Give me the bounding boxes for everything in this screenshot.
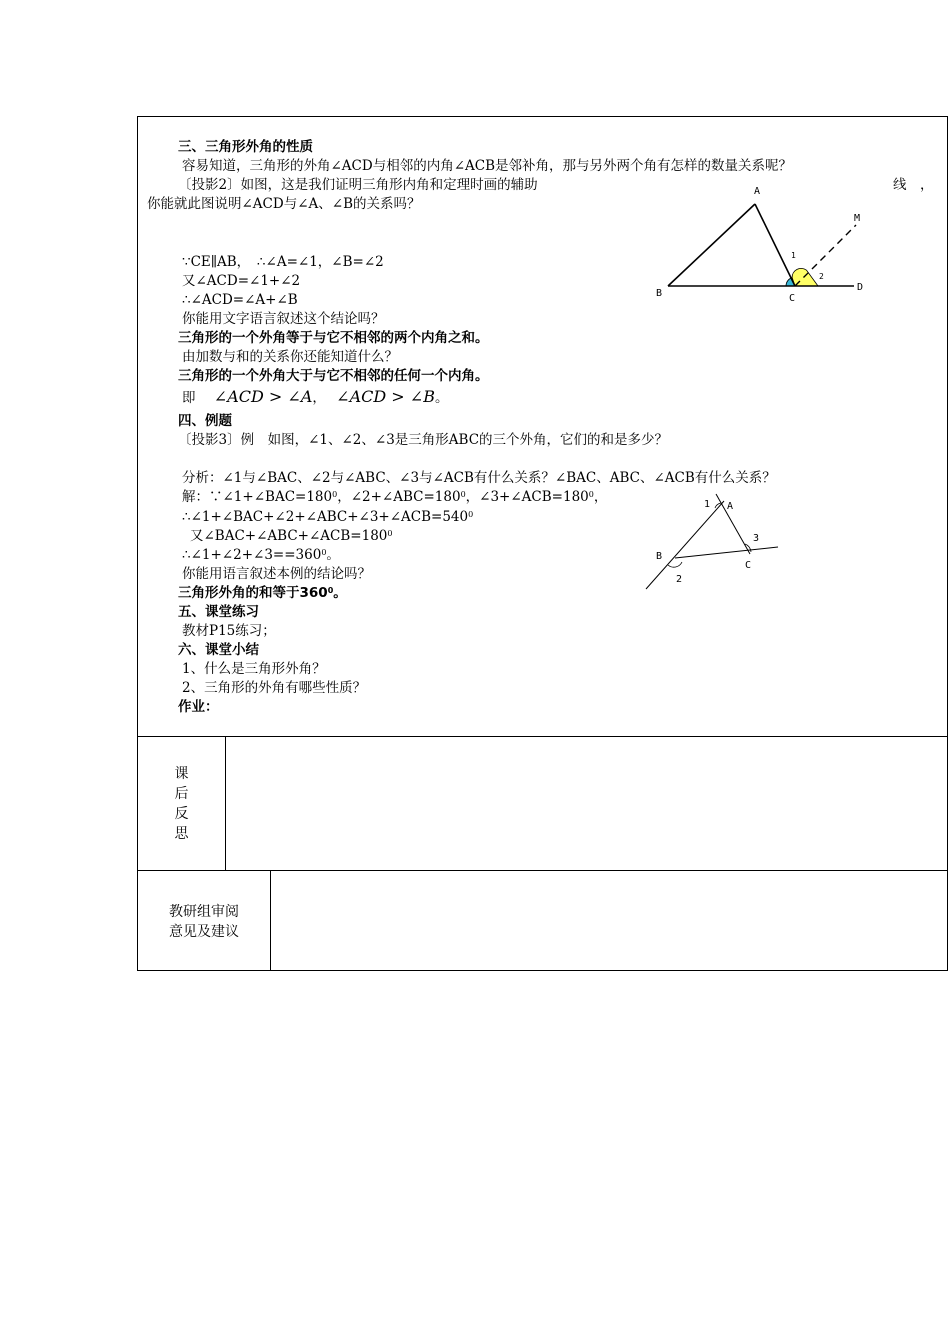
reflection-char: 后 bbox=[174, 786, 189, 802]
label-A: A bbox=[754, 186, 761, 197]
figure-three-exterior-angles bbox=[638, 489, 788, 599]
figure-exterior-angle bbox=[648, 179, 888, 309]
theorem-3-text: 三角形外角的和等于360 bbox=[178, 585, 328, 601]
degree-sup: 0 bbox=[387, 529, 393, 538]
solution-4: ∴∠1+∠2+∠3==360 bbox=[182, 547, 322, 563]
line-through-ab bbox=[646, 501, 724, 589]
label-B: B bbox=[656, 288, 663, 299]
degree-sup: 0 bbox=[332, 490, 338, 499]
label-angle-2: 2 bbox=[819, 272, 824, 281]
reflection-label bbox=[138, 764, 225, 844]
solution-line-1 bbox=[182, 488, 607, 506]
summary-question-1: 1、什么是三角形外角？ bbox=[182, 661, 326, 677]
section5-heading: 五、课堂练习 bbox=[178, 604, 259, 620]
theorem-2: 三角形的一个外角大于与它不相邻的任何一个内角。 bbox=[178, 368, 489, 384]
inequality-separator: ， bbox=[312, 390, 326, 406]
degree-sup: 0 bbox=[588, 490, 594, 499]
label-D: D bbox=[857, 282, 864, 293]
label-C: C bbox=[789, 293, 796, 304]
lesson-plan-table bbox=[137, 116, 948, 971]
degree-sup: 0 bbox=[468, 510, 474, 519]
solution-3: 又∠BAC+∠ABC+∠ACB=180 bbox=[190, 528, 388, 544]
review-content-cell[interactable] bbox=[271, 871, 948, 971]
reflection-char: 反 bbox=[174, 806, 189, 822]
analysis: 分析：∠1与∠BAC、∠2与∠ABC、∠3与∠ACB有什么关系？∠BAC、ABC、∠ACB有什么关系？ bbox=[182, 470, 776, 486]
question-2: 由加数与和的关系你还能知道什么？ bbox=[182, 349, 398, 365]
line-through-bc bbox=[675, 547, 778, 558]
section3-intro: 容易知道，三角形的外角∠ACD与相邻的内角∠ACB是邻补角，那与另外两个角有怎样的数量关系呢？ bbox=[182, 158, 793, 174]
homework-label: 作业： bbox=[178, 699, 219, 715]
theorem-3-end: 。 bbox=[333, 585, 347, 601]
section5-text: 教材P15练习； bbox=[182, 623, 276, 639]
inequality-prefix: 即 bbox=[182, 390, 196, 406]
example-3: 〔投影3〕例 如图，∠1、∠2、∠3是三角形ABC的三个外角，它们的和是多少？ bbox=[178, 432, 669, 448]
solution-1b: ，∠2+∠ABC=180 bbox=[337, 489, 461, 505]
segment-ab bbox=[668, 204, 755, 286]
degree-sup: 0 bbox=[460, 490, 466, 499]
label-A: A bbox=[727, 501, 734, 512]
proof-line-3: ∴∠ACD=∠A+∠B bbox=[182, 292, 298, 308]
segment-ac bbox=[755, 204, 795, 286]
label-B: B bbox=[656, 551, 663, 562]
solution-4-end: 。 bbox=[326, 547, 340, 563]
summary-question-2: 2、三角形的外角有哪些性质？ bbox=[182, 680, 367, 696]
theorem-1: 三角形的一个外角等于与它不相邻的两个内角之和。 bbox=[178, 330, 489, 346]
label-angle-3: 3 bbox=[753, 533, 760, 544]
solution-line-2 bbox=[182, 508, 473, 526]
solution-line-4 bbox=[182, 546, 340, 564]
label-angle-1: 1 bbox=[704, 499, 711, 510]
projection2-text-end: 线 ， bbox=[893, 177, 934, 193]
reflection-char: 思 bbox=[174, 826, 189, 842]
degree-sup: 0 bbox=[321, 548, 327, 557]
reflection-content-cell[interactable] bbox=[226, 737, 948, 870]
question-3: 你能用语言叙述本例的结论吗？ bbox=[182, 566, 371, 582]
question-1: 你能用文字语言叙述这个结论吗？ bbox=[182, 311, 385, 327]
label-angle-1: 1 bbox=[791, 251, 796, 260]
proof-line-2: 又∠ACD=∠1+∠2 bbox=[182, 273, 301, 289]
inequality-1: ∠ACD > ∠A bbox=[213, 387, 313, 406]
degree-sup: 0 bbox=[327, 586, 334, 595]
section4-heading: 四、例题 bbox=[178, 413, 232, 429]
projection2-text: 〔投影2〕如图，这是我们证明三角形内角和定理时画的辅助 bbox=[178, 177, 538, 193]
proof-line-1: ∵CE∥AB， ∴∠A=∠1，∠B=∠2 bbox=[182, 254, 384, 270]
angle-2-arc bbox=[668, 562, 682, 567]
solution-1c: ，∠3+∠ACB=180 bbox=[465, 489, 589, 505]
label-C: C bbox=[745, 560, 752, 571]
review-label bbox=[138, 902, 270, 942]
inequality-2: ∠ACD > ∠B bbox=[336, 387, 435, 406]
solution-line-3 bbox=[190, 527, 392, 545]
projection2-question: 你能就此图说明∠ACD与∠A、∠B的关系吗？ bbox=[147, 196, 421, 212]
reflection-char: 课 bbox=[174, 766, 189, 782]
ray-cm-dashed bbox=[795, 225, 856, 286]
theorem-3 bbox=[178, 584, 347, 602]
inequality-end: 。 bbox=[434, 390, 449, 406]
inequality-line bbox=[182, 388, 448, 407]
review-label-line1: 教研组审阅 bbox=[169, 904, 239, 920]
section3-heading: 三、三角形外角的性质 bbox=[178, 139, 313, 155]
angle-2-wedge bbox=[792, 268, 818, 286]
label-M: M bbox=[854, 213, 861, 224]
section6-heading: 六、课堂小结 bbox=[178, 642, 259, 658]
label-angle-2: 2 bbox=[676, 574, 683, 585]
review-label-line2: 意见及建议 bbox=[169, 924, 239, 940]
solution-1-end: ， bbox=[593, 489, 608, 505]
solution-1a: 解：∵∠1+∠BAC=180 bbox=[182, 489, 333, 505]
solution-2: ∴∠1+∠BAC+∠2+∠ABC+∠3+∠ACB=540 bbox=[182, 509, 469, 525]
